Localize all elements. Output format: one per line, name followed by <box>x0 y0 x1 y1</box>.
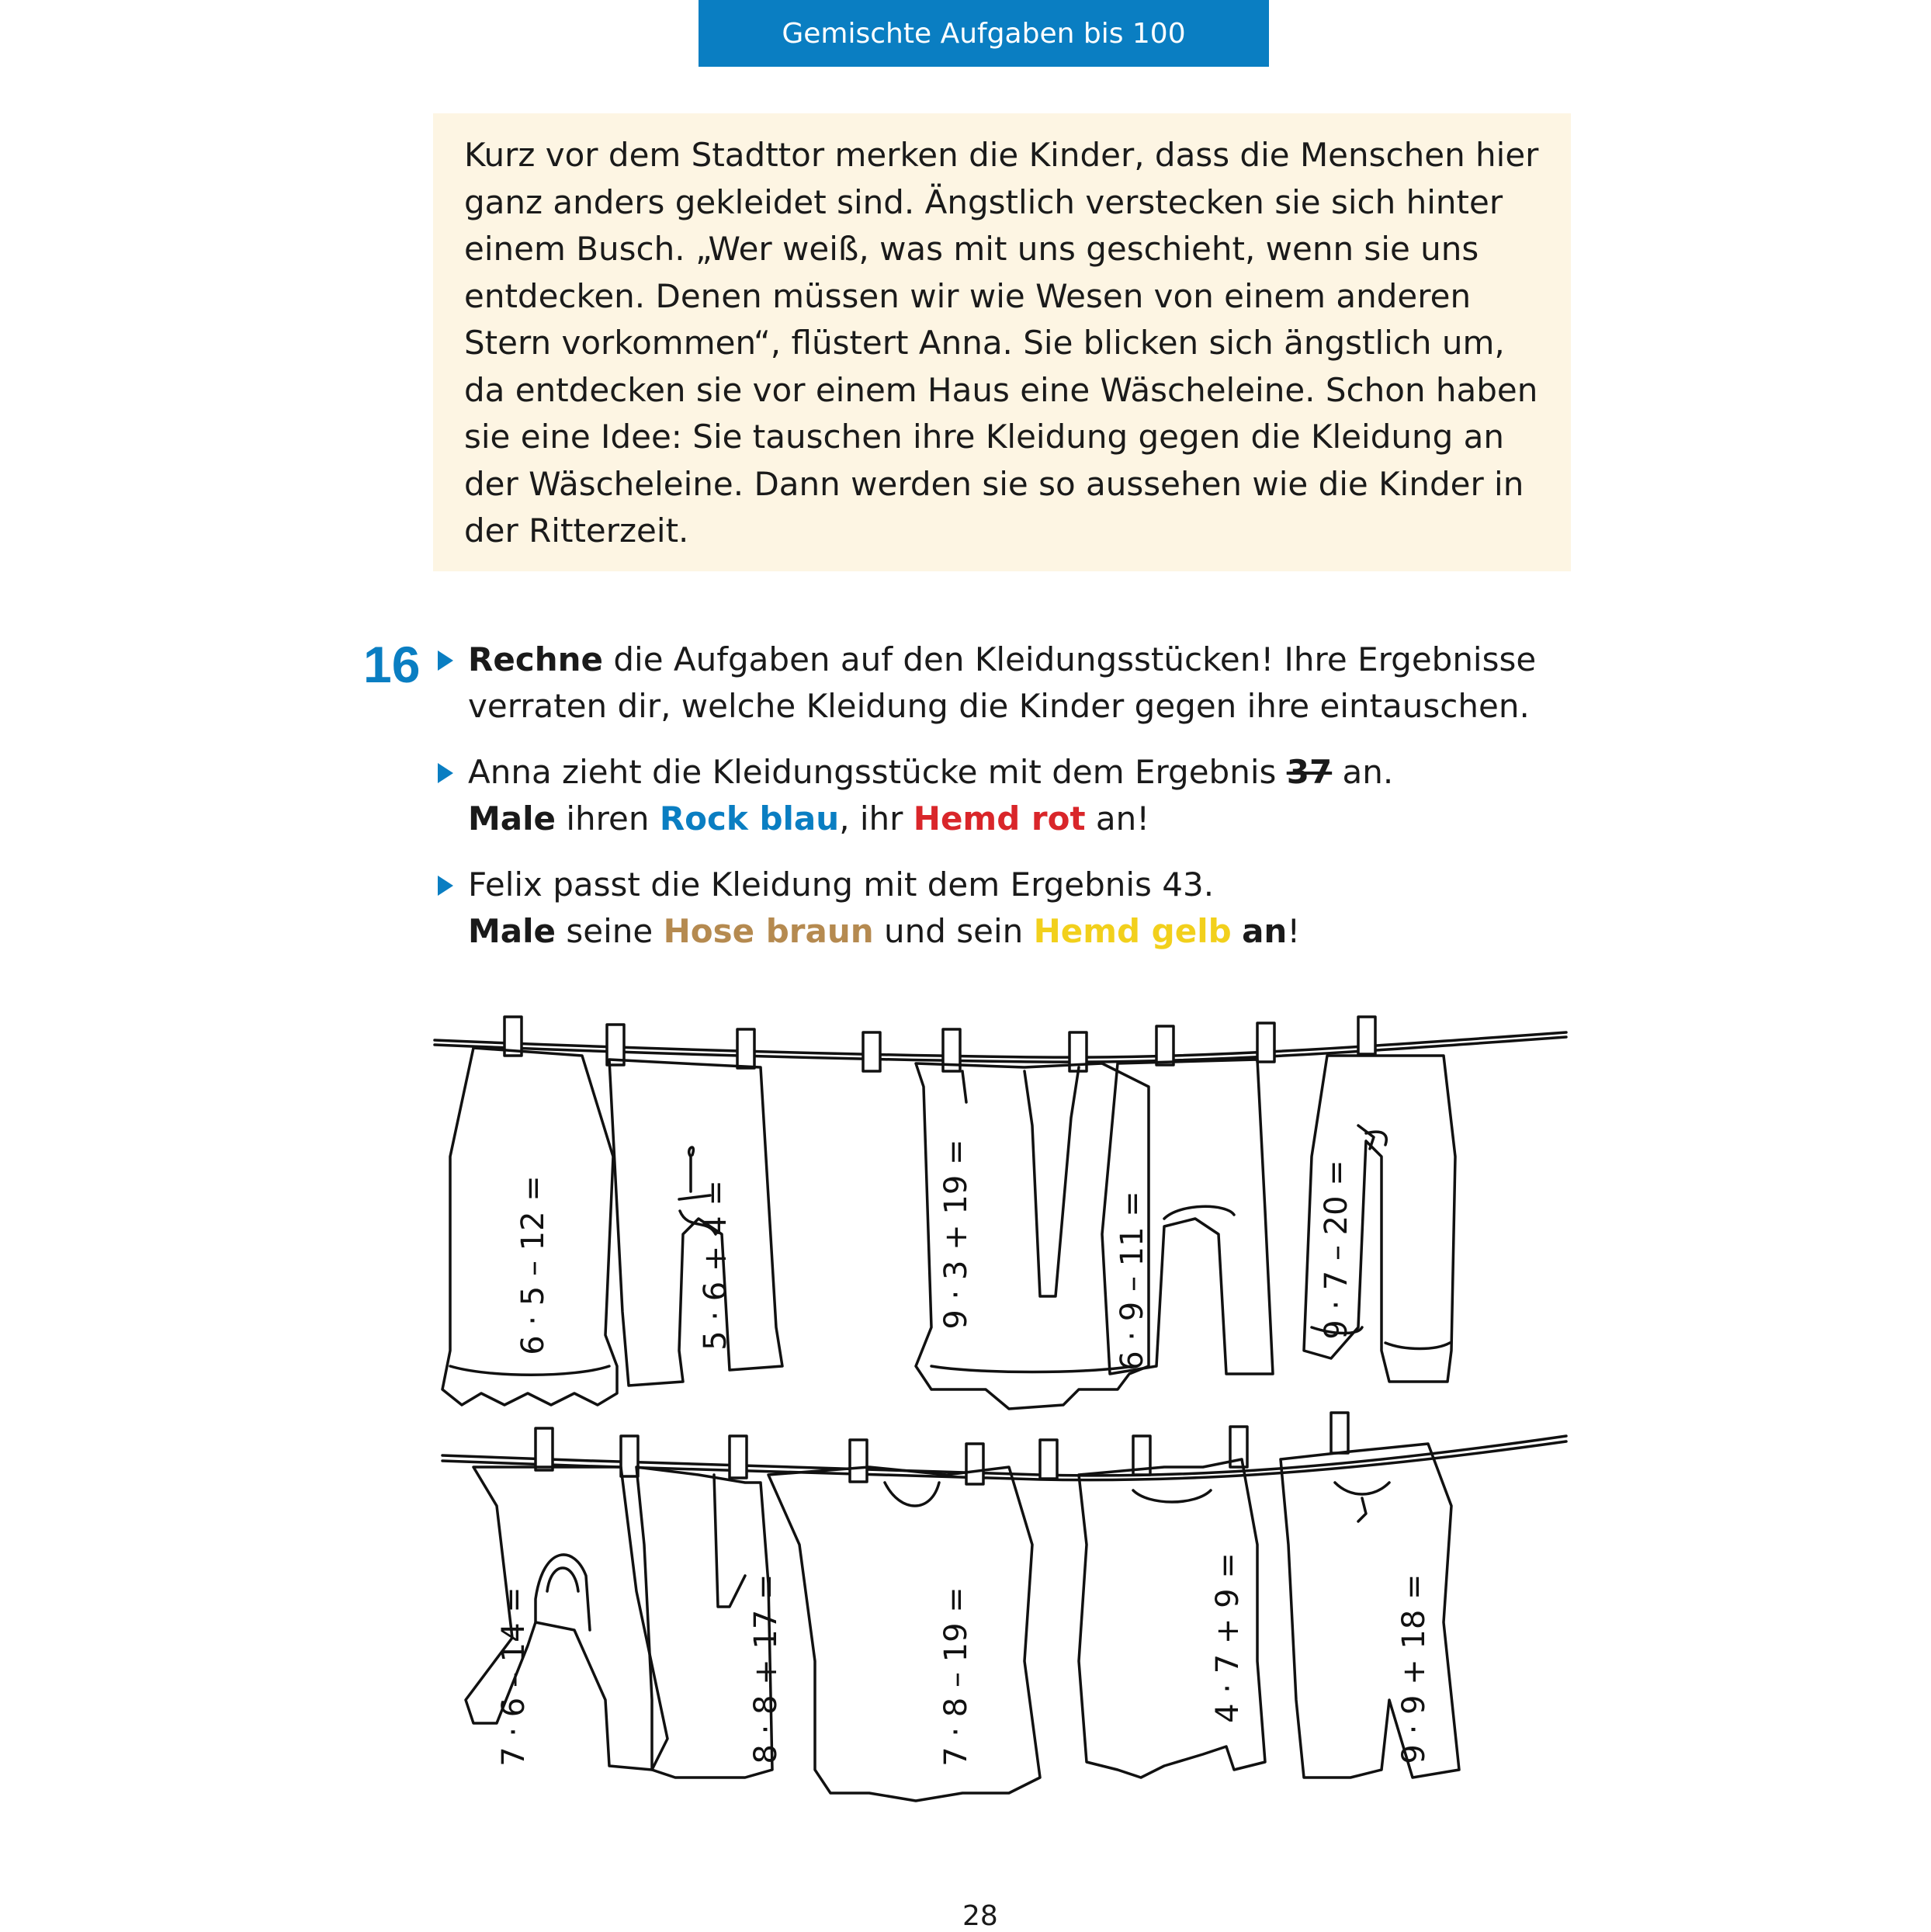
garment-trousers-1 <box>609 1060 782 1386</box>
story-box <box>433 113 1571 571</box>
task-expression: 9 · 3 + 19 = <box>938 1139 974 1330</box>
instruction-text: Anna zieht die Kleidungsstücke mit dem Ergebnis <box>468 753 1287 791</box>
garment-trousers-4 <box>1281 1444 1459 1778</box>
task-expression: 9 · 9 + 18 = <box>1396 1573 1432 1764</box>
rock-blau-label: Rock blau <box>659 800 840 838</box>
instruction-text: seine <box>556 912 664 950</box>
instruction-line <box>468 796 1149 842</box>
page-number: 28 <box>962 1900 998 1932</box>
clothesline-top <box>435 1032 1566 1057</box>
instruction-line: verraten dir, welche Kleidung die Kinder gegen ihre eintauschen. <box>468 687 1530 725</box>
clothesline-top-strand <box>435 1037 1566 1062</box>
hemd-rot-label: Hemd rot <box>913 800 1086 838</box>
clothesline-drawing <box>419 1001 1576 1840</box>
instruction-text: die Aufgaben auf den Kleidungsstücken! Ihre Ergebnisse <box>603 640 1537 678</box>
hemd-gelb-label: Hemd gelb <box>1033 912 1232 950</box>
task-expression: 7 · 6 – 14 = <box>496 1587 532 1767</box>
result-number: 37 <box>1286 753 1333 791</box>
instruction-text: ! <box>1287 912 1301 950</box>
instruction-text: an! <box>1085 800 1150 838</box>
story-line: ganz anders gekleidet sind. Ängstlich verstecken sie sich hinter <box>464 182 1503 221</box>
instruction-verb: Male <box>468 912 556 950</box>
instruction-text: an <box>1242 912 1288 950</box>
bullet-arrow-icon <box>438 650 453 671</box>
bullet-arrow-icon <box>438 876 453 896</box>
story-line: einem Busch. „Wer weiß, was mit uns geschieht, wenn sie uns <box>464 230 1479 268</box>
story-line: da entdecken sie vor einem Haus eine Wäscheleine. Schon haben <box>464 370 1538 409</box>
task-expression: 9 · 7 – 20 = <box>1319 1160 1354 1340</box>
garment-dress <box>768 1467 1040 1801</box>
task-expression: 7 · 8 – 19 = <box>938 1587 974 1767</box>
instruction-line <box>468 908 1300 955</box>
task-expression: 4 · 7 + 9 = <box>1210 1552 1246 1723</box>
instruction-text: ihren <box>556 800 660 838</box>
instruction-text: an. <box>1332 753 1394 791</box>
story-line: Kurz vor dem Stadttor merken die Kinder, dass die Menschen hier <box>464 136 1539 174</box>
task-number: 16 <box>363 636 421 693</box>
clothesline-bottom <box>442 1436 1566 1476</box>
story-line: sie eine Idee: Sie tauschen ihre Kleidung gegen die Kleidung an <box>464 418 1504 456</box>
hose-braun-label: Hose braun <box>663 912 874 950</box>
instruction-line <box>468 749 1393 796</box>
bullet-arrow-icon <box>438 763 453 783</box>
task-expression: 6 · 9 – 11 = <box>1115 1191 1150 1371</box>
story-line: Stern vorkommen“, flüstert Anna. Sie blicken sich ängstlich um, <box>464 324 1505 362</box>
story-line: der Ritterzeit. <box>464 512 689 550</box>
story-line: der Wäscheleine. Dann werden sie so aussehen wie die Kinder in <box>464 464 1524 503</box>
instruction-text: und sein <box>873 912 1034 950</box>
story-line: entdecken. Denen müssen wir wie Wesen von einem anderen <box>464 276 1472 315</box>
instruction-line <box>468 636 1536 683</box>
task-expression: 5 · 6 + 4 = <box>698 1180 733 1351</box>
section-header <box>699 0 1269 67</box>
section-title: Gemischte Aufgaben bis 100 <box>782 17 1186 50</box>
instruction-verb: Male <box>468 800 556 838</box>
instruction-line: Felix passt die Kleidung mit dem Ergebnis 43. <box>468 865 1215 904</box>
instruction-verb: Rechne <box>468 640 604 678</box>
task-expression: 6 · 5 – 12 = <box>515 1175 551 1355</box>
instruction-text: , ihr <box>839 800 913 838</box>
task-expression: 8 · 8 + 17 = <box>748 1573 784 1764</box>
